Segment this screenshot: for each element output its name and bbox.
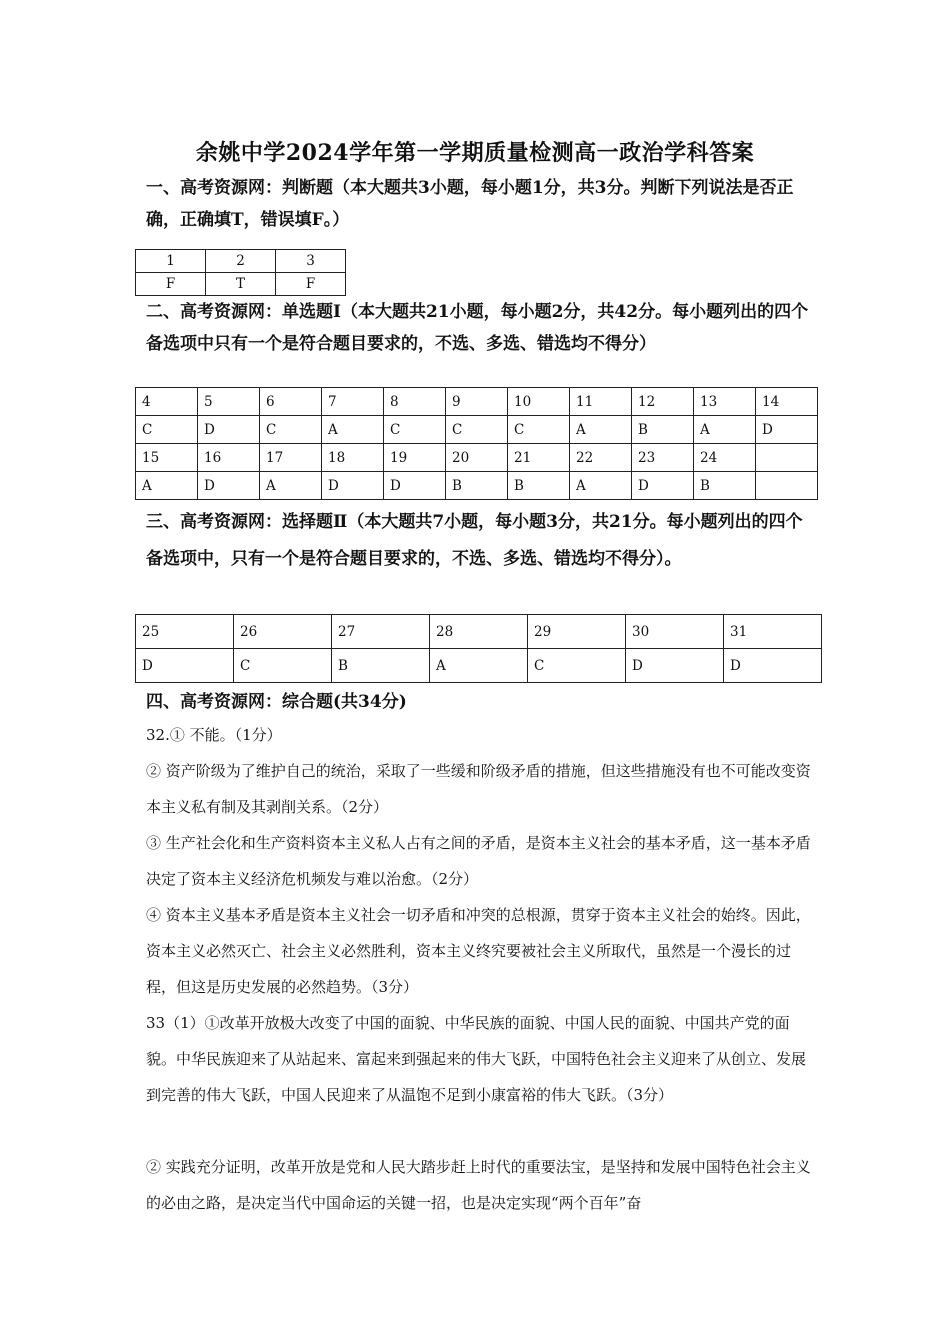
table-cell: 1 bbox=[136, 250, 206, 273]
table-cell: B bbox=[694, 472, 756, 500]
table-cell: B bbox=[632, 416, 694, 444]
table-cell: C bbox=[528, 649, 626, 683]
table-cell: A bbox=[260, 472, 322, 500]
table-cell: 6 bbox=[260, 388, 322, 416]
section4-heading: 四、高考资源网：综合题(共34分) bbox=[146, 692, 407, 712]
table-cell: 15 bbox=[136, 444, 198, 472]
table-cell: 27 bbox=[332, 615, 430, 649]
table-cell: C bbox=[260, 416, 322, 444]
table-row bbox=[136, 416, 818, 444]
table-cell: D bbox=[198, 416, 260, 444]
table-cell: C bbox=[234, 649, 332, 683]
table-row bbox=[136, 444, 818, 472]
table-cell: 31 bbox=[724, 615, 822, 649]
table-cell: 14 bbox=[756, 388, 818, 416]
answer-paragraph: 33（1）①改革开放极大改变了中国的面貌、中华民族的面貌、中国人民的面貌、中国共产党的面貌。中华民族迎来了从站起来、富起来到强起来的伟大飞跃，中国特色社会主义迎来了从创立、发展到完善的伟大飞跃，中国人民迎来了从温饱不足到小康富裕的伟大飞跃。（3分） bbox=[146, 1014, 807, 1104]
multi-choice-answer-table bbox=[135, 614, 822, 683]
table-cell: C bbox=[446, 416, 508, 444]
table-cell: D bbox=[756, 416, 818, 444]
table-cell: A bbox=[570, 416, 632, 444]
table-cell: A bbox=[430, 649, 528, 683]
table-cell: B bbox=[446, 472, 508, 500]
table-cell: 28 bbox=[430, 615, 528, 649]
table-cell: T bbox=[206, 273, 276, 296]
table-cell: 29 bbox=[528, 615, 626, 649]
table-cell: D bbox=[384, 472, 446, 500]
table-cell: 9 bbox=[446, 388, 508, 416]
table-row bbox=[136, 273, 346, 296]
table-cell: 23 bbox=[632, 444, 694, 472]
table-cell: 5 bbox=[198, 388, 260, 416]
table-row bbox=[136, 388, 818, 416]
answer-paragraph: ② 资产阶级为了维护自己的统治，采取了一些缓和阶级矛盾的措施，但这些措施没有也不可能改变资本主义私有制及其剥削关系。（2分） bbox=[146, 762, 811, 816]
single-choice-answer-table bbox=[135, 387, 818, 500]
table-cell: 21 bbox=[508, 444, 570, 472]
table-cell: 8 bbox=[384, 388, 446, 416]
table-cell: 26 bbox=[234, 615, 332, 649]
section1-heading: 一、高考资源网：判断题（本大题共3小题，每小题1分，共3分。判断下列说法是否正确，正确填T，错误填F。） bbox=[146, 178, 794, 230]
table-cell: C bbox=[384, 416, 446, 444]
table-cell: 22 bbox=[570, 444, 632, 472]
table-cell: A bbox=[136, 472, 198, 500]
table-cell: 24 bbox=[694, 444, 756, 472]
table-cell: 13 bbox=[694, 388, 756, 416]
table-cell: 16 bbox=[198, 444, 260, 472]
table-cell bbox=[756, 444, 818, 472]
table-cell: F bbox=[136, 273, 206, 296]
table-cell: A bbox=[322, 416, 384, 444]
table-cell: B bbox=[508, 472, 570, 500]
table-cell: A bbox=[694, 416, 756, 444]
table-cell: 25 bbox=[136, 615, 234, 649]
table-cell: F bbox=[276, 273, 346, 296]
section3-heading: 三、高考资源网：选择题Ⅱ（本大题共7小题，每小题3分，共21分。每小题列出的四个备选项中，只有一个是符合题目要求的，不选、多选、错选均不得分）。 bbox=[146, 512, 803, 569]
table-cell: 19 bbox=[384, 444, 446, 472]
table-cell: 10 bbox=[508, 388, 570, 416]
table-row bbox=[136, 250, 346, 273]
table-cell: D bbox=[632, 472, 694, 500]
table-cell: 30 bbox=[626, 615, 724, 649]
table-cell: 4 bbox=[136, 388, 198, 416]
table-cell: 11 bbox=[570, 388, 632, 416]
table-cell: 17 bbox=[260, 444, 322, 472]
table-cell: 2 bbox=[206, 250, 276, 273]
table-cell: A bbox=[570, 472, 632, 500]
table-cell: B bbox=[332, 649, 430, 683]
answer-paragraph: ② 实践充分证明，改革开放是党和人民大踏步赶上时代的重要法宝，是坚持和发展中国特色社会主义的必由之路，是决定当代中国命运的关键一招，也是决定实现“两个百年”奋 bbox=[146, 1158, 811, 1212]
table-cell: D bbox=[136, 649, 234, 683]
table-cell: 20 bbox=[446, 444, 508, 472]
table-cell: 3 bbox=[276, 250, 346, 273]
table-cell: D bbox=[626, 649, 724, 683]
table-cell: D bbox=[724, 649, 822, 683]
table-cell: C bbox=[508, 416, 570, 444]
page-title: 余姚中学2024学年第一学期质量检测高一政治学科答案 bbox=[195, 140, 755, 166]
table-row bbox=[136, 649, 822, 683]
table-cell: D bbox=[198, 472, 260, 500]
table-cell: D bbox=[322, 472, 384, 500]
table-row bbox=[136, 615, 822, 649]
table-cell: C bbox=[136, 416, 198, 444]
answer-paragraph: ④ 资本主义基本矛盾是资本主义社会一切矛盾和冲突的总根源，贯穿于资本主义社会的始终。因此，资本主义必然灭亡、社会主义必然胜利，资本主义终究要被社会主义所取代，虽然是一个漫长的过程，但这是历史发展的必然趋势。（3分） bbox=[146, 906, 811, 996]
table-cell bbox=[756, 472, 818, 500]
answer-paragraph: 32.① 不能。（1分） bbox=[146, 726, 282, 744]
judgment-answer-table bbox=[135, 249, 346, 296]
section2-heading: 二、高考资源网：单选题Ⅰ（本大题共21小题，每小题2分，共42分。每小题列出的四个备选项中只有一个是符合题目要求的，不选、多选、错选均不得分） bbox=[146, 302, 809, 354]
answer-paragraph: ③ 生产社会化和生产资料资本主义私人占有之间的矛盾，是资本主义社会的基本矛盾，这一基本矛盾决定了资本主义经济危机频发与难以治愈。（2分） bbox=[146, 834, 811, 888]
table-row bbox=[136, 472, 818, 500]
table-cell: 12 bbox=[632, 388, 694, 416]
table-cell: 18 bbox=[322, 444, 384, 472]
table-cell: 7 bbox=[322, 388, 384, 416]
